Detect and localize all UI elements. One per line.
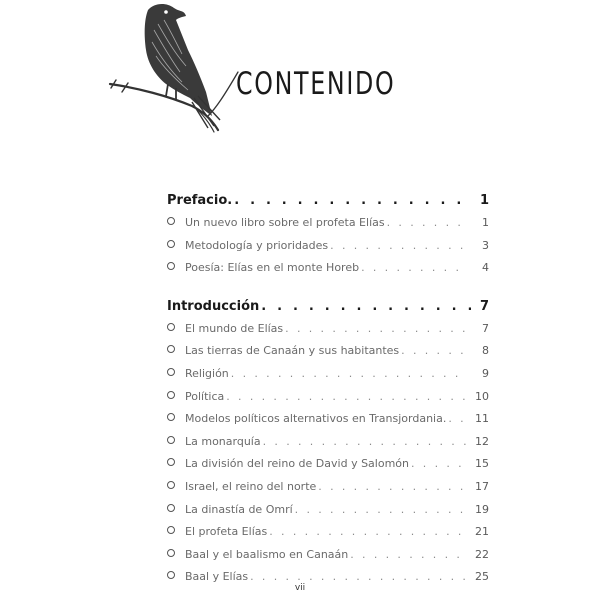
toc-entry[interactable] bbox=[167, 386, 489, 409]
circle-bullet-icon bbox=[167, 368, 175, 376]
entry-title: Poesía: Elías en el monte Horeb bbox=[185, 261, 360, 275]
entry-title: La monarquía bbox=[185, 434, 261, 448]
toc-entry[interactable] bbox=[167, 453, 489, 476]
dot-leader bbox=[350, 544, 467, 567]
dot-leader bbox=[231, 363, 467, 386]
toc-entry[interactable] bbox=[167, 499, 489, 522]
dot-leader bbox=[387, 212, 467, 235]
toc-entry[interactable] bbox=[167, 235, 489, 258]
toc-entry[interactable] bbox=[167, 408, 489, 431]
entry-page: 10 bbox=[475, 389, 489, 403]
dot-leader bbox=[285, 318, 467, 341]
circle-bullet-icon bbox=[167, 549, 175, 557]
page-title: CONTENIDO bbox=[236, 66, 396, 102]
entry-title: La dinastía de Omrí bbox=[185, 502, 293, 516]
circle-bullet-icon bbox=[167, 458, 175, 466]
toc-entry[interactable] bbox=[167, 431, 489, 454]
toc-entry[interactable] bbox=[167, 340, 489, 363]
toc-entry[interactable] bbox=[167, 363, 489, 386]
section-page: 7 bbox=[479, 298, 489, 314]
entry-page: 7 bbox=[482, 321, 489, 335]
toc-entry[interactable] bbox=[167, 318, 489, 341]
toc-entry[interactable] bbox=[167, 212, 489, 235]
entry-page: 11 bbox=[475, 412, 489, 426]
entry-page: 17 bbox=[475, 479, 489, 493]
entry-page: 25 bbox=[475, 570, 489, 584]
circle-bullet-icon bbox=[167, 323, 175, 331]
dot-leader bbox=[226, 386, 467, 409]
toc-entry[interactable] bbox=[167, 521, 489, 544]
dot-leader bbox=[401, 340, 467, 363]
dot-leader bbox=[261, 296, 471, 318]
dot-leader bbox=[269, 521, 467, 544]
circle-bullet-icon bbox=[167, 504, 175, 512]
entry-title: Las tierras de Canaán y sus habitantes bbox=[185, 344, 400, 358]
toc-section-introduccion bbox=[167, 296, 489, 589]
entry-page: 12 bbox=[475, 434, 489, 448]
entry-page: 19 bbox=[475, 502, 489, 516]
entry-title: Un nuevo libro sobre el profeta Elías bbox=[185, 216, 385, 229]
entry-page: 15 bbox=[475, 457, 489, 471]
dot-leader bbox=[448, 408, 467, 431]
circle-bullet-icon bbox=[167, 571, 175, 579]
entry-title: Baal y Elías bbox=[185, 570, 249, 584]
circle-bullet-icon bbox=[167, 262, 175, 270]
entry-title: Modelos políticos alternativos en Transjordania. bbox=[185, 412, 447, 426]
section-page: 1 bbox=[479, 193, 489, 208]
circle-bullet-icon bbox=[167, 481, 175, 489]
dot-leader bbox=[330, 235, 467, 258]
dot-leader bbox=[295, 499, 467, 522]
dot-leader bbox=[361, 257, 467, 280]
entry-title: Israel, el reino del norte bbox=[185, 479, 317, 493]
dot-leader bbox=[411, 453, 467, 476]
entry-page: 1 bbox=[482, 216, 489, 229]
circle-bullet-icon bbox=[167, 436, 175, 444]
circle-bullet-icon bbox=[167, 240, 175, 248]
section-title: Prefacio. bbox=[167, 193, 233, 208]
entry-page: 3 bbox=[482, 238, 489, 252]
section-title: Introducción bbox=[167, 298, 260, 314]
circle-bullet-icon bbox=[167, 526, 175, 534]
entry-page: 4 bbox=[482, 261, 489, 275]
toc-section-prefacio bbox=[167, 190, 489, 280]
table-of-contents bbox=[167, 190, 489, 605]
entry-page: 21 bbox=[475, 525, 489, 539]
entry-page: 22 bbox=[475, 547, 489, 561]
entry-page: 9 bbox=[482, 366, 489, 380]
raven-on-branch-icon bbox=[108, 0, 248, 135]
entry-title: Metodología y prioridades bbox=[185, 238, 329, 252]
circle-bullet-icon bbox=[167, 391, 175, 399]
chapter-header bbox=[108, 0, 488, 140]
circle-bullet-icon bbox=[167, 413, 175, 421]
dot-leader bbox=[318, 476, 467, 499]
entry-title: Religión bbox=[185, 366, 229, 380]
toc-entry[interactable] bbox=[167, 476, 489, 499]
circle-bullet-icon bbox=[167, 217, 175, 225]
toc-entry[interactable] bbox=[167, 257, 489, 280]
dot-leader bbox=[234, 190, 471, 212]
entry-title: El mundo de Elías bbox=[185, 321, 284, 335]
dot-leader bbox=[263, 431, 467, 454]
entry-title: Política bbox=[185, 389, 225, 403]
toc-section-heading[interactable] bbox=[167, 296, 489, 318]
entry-title: La división del reino de David y Salomón bbox=[185, 457, 409, 471]
toc-entry[interactable] bbox=[167, 544, 489, 567]
entry-title: El profeta Elías bbox=[185, 525, 268, 539]
page-number: vii bbox=[294, 583, 306, 593]
entry-title: Baal y el baalismo en Canaán bbox=[185, 547, 349, 561]
toc-section-heading[interactable] bbox=[167, 190, 489, 212]
circle-bullet-icon bbox=[167, 345, 175, 353]
entry-page: 8 bbox=[482, 344, 489, 358]
